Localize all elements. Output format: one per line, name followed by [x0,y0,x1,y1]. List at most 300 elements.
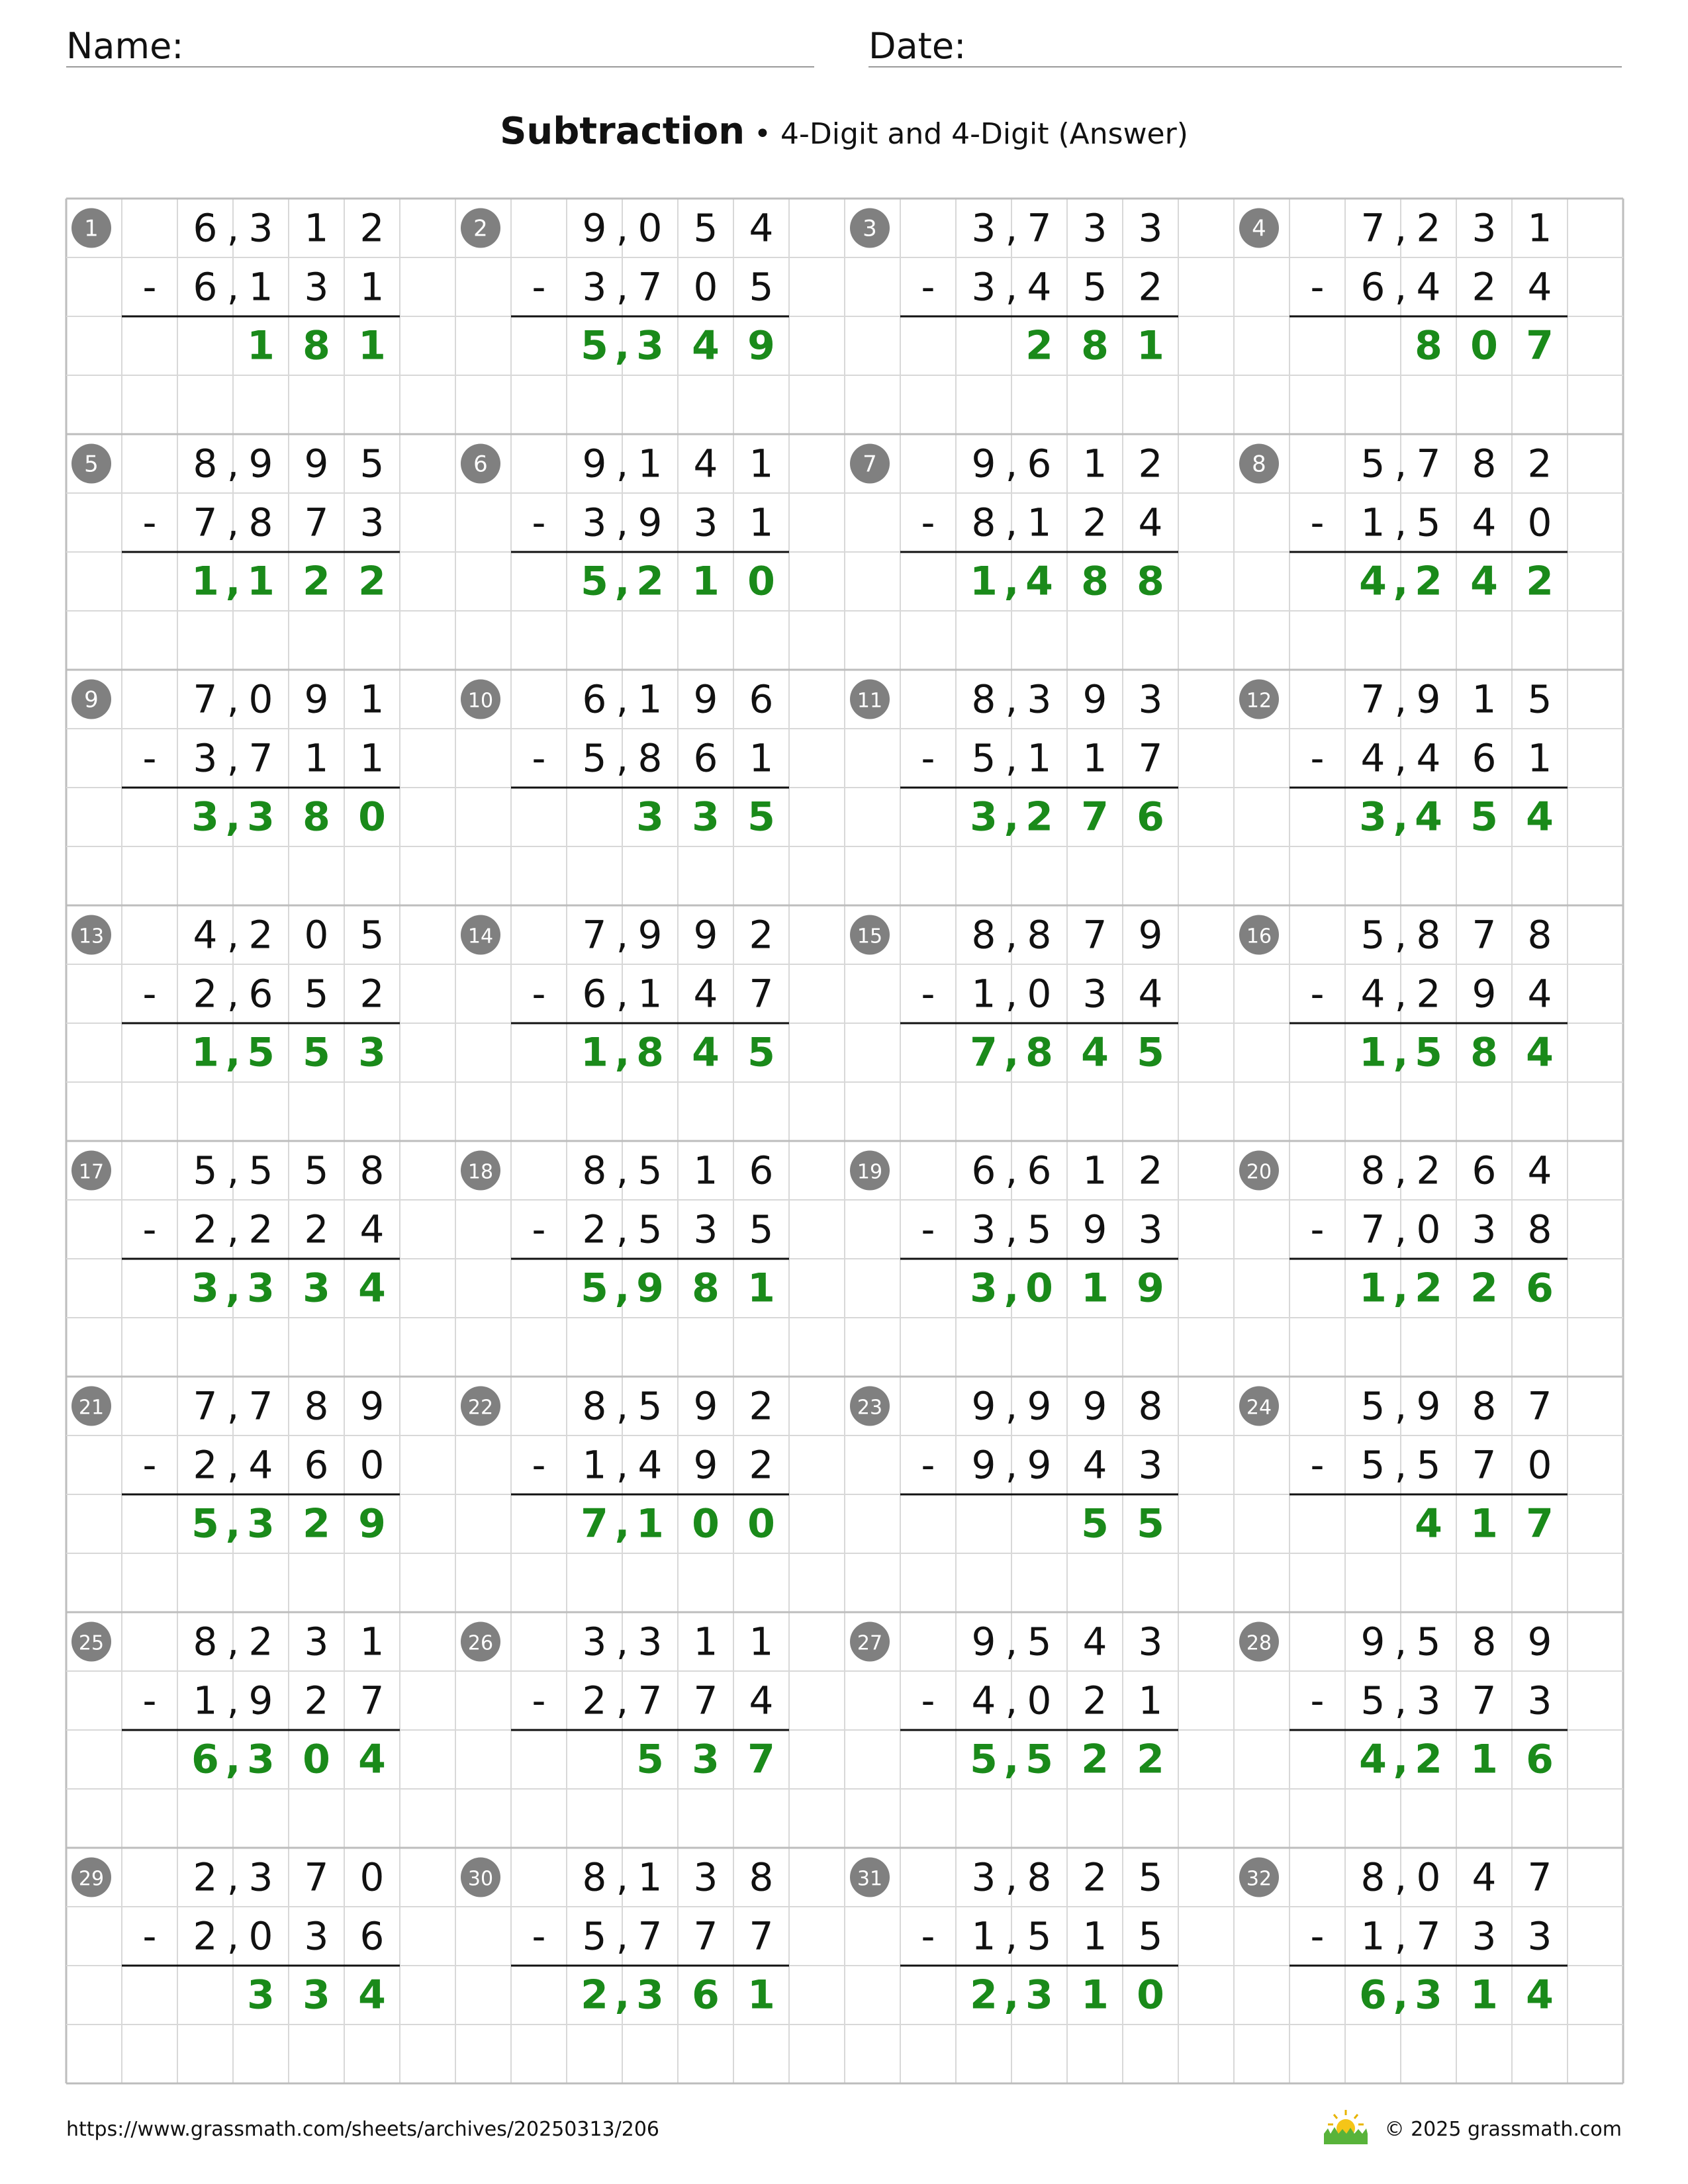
minuend-digit: 5 [304,1148,329,1193]
minus-sign: - [921,264,935,310]
answer-digit: 8 [1137,558,1164,605]
minuend-digit: 1 [359,1619,385,1664]
subtrahend-digit-comma: , [1005,1206,1018,1252]
subtrahend-digit: 3 [193,735,218,781]
answer-digit: 4 [1025,558,1053,605]
minuend-digit-comma: , [1005,912,1018,958]
problem-10 [461,677,789,841]
answer-digit: 1 [1081,1972,1109,2019]
problem-number: 13 [78,925,105,948]
answer-digit: 7 [747,1736,775,1783]
answer-digit-comma: , [225,1265,241,1312]
minus-sign: - [921,735,935,781]
problem-number: 20 [1246,1160,1272,1184]
subtrahend-digit: 2 [248,1206,273,1252]
subtrahend-digit: 2 [749,1442,774,1488]
minuend-digit: 4 [193,912,218,958]
subtrahend-digit: 5 [1082,264,1107,310]
answer-digit: 9 [636,1265,664,1312]
problem-number: 14 [467,925,494,948]
subtrahend-digit: 7 [749,1913,774,1959]
answer-digit: 3 [970,794,998,841]
minuend-digit: 8 [193,441,218,486]
title-subtitle: • 4-Digit and 4-Digit (Answer) [745,117,1188,151]
subtrahend-digit: 7 [193,500,218,545]
subtrahend-digit: 4 [1138,971,1163,1017]
minuend-digit: 6 [749,676,774,722]
minuend-digit: 8 [193,1619,218,1664]
answer-digit: 3 [970,1265,998,1312]
problem-number: 29 [78,1867,105,1891]
minus-sign: - [1310,1913,1325,1959]
minuend-digit: 8 [1027,912,1052,958]
problem-1 [71,206,400,369]
minuend-digit: 5 [359,912,385,958]
answer-digit: 1 [692,558,720,605]
subtrahend-digit-comma: , [616,500,629,545]
answer-digit: 3 [191,794,219,841]
answer-digit: 1 [1081,1265,1109,1312]
minuend-digit: 5 [637,1148,663,1193]
problem-number: 15 [857,925,883,948]
subtrahend-digit: 9 [971,1442,996,1488]
minus-sign: - [532,735,546,781]
subtrahend-digit: 6 [582,971,607,1017]
subtrahend-digit-comma: , [616,264,629,310]
minuend-digit: 1 [1527,205,1552,251]
answer-digit: 5 [1081,1500,1109,1547]
answer-digit: 8 [1415,322,1442,369]
grid-lines [66,199,1623,2083]
minuend-digit-comma: , [226,1148,240,1193]
subtrahend-digit: 4 [1360,971,1385,1017]
minuend-digit-comma: , [1005,441,1018,486]
answer-digit: 3 [247,1500,275,1547]
answer-digit: 4 [1359,1736,1387,1783]
minuend-digit: 2 [1527,441,1552,486]
answer-digit: 1 [358,322,386,369]
answer-digit: 1 [247,558,275,605]
subtrahend-digit-comma: , [1005,971,1018,1017]
minuend-digit: 1 [693,1148,718,1193]
minus-sign: - [142,1913,157,1959]
answer-digit: 0 [1137,1972,1164,2019]
answer-digit: 6 [1137,794,1164,841]
minuend-digit: 9 [1138,912,1163,958]
minus-sign: - [142,500,157,545]
answer-digit-comma: , [1004,794,1019,841]
answer-digit: 3 [1359,794,1387,841]
subtrahend-digit-comma: , [226,1442,240,1488]
minuend-digit-comma: , [1394,1619,1407,1664]
minus-sign: - [142,1442,157,1488]
subtrahend-digit: 7 [637,1913,663,1959]
minuend-digit: 3 [582,1619,607,1664]
subtrahend-digit: 3 [1472,1913,1497,1959]
subtrahend-digit-comma: , [1005,735,1018,781]
minuend-digit: 2 [359,205,385,251]
answer-digit-comma: , [225,558,241,605]
minuend-digit: 6 [971,1148,996,1193]
answer-digit: 2 [1470,1265,1498,1312]
answer-digit: 5 [1025,1736,1053,1783]
subtrahend-digit: 1 [1082,735,1107,781]
subtrahend-digit: 4 [1416,264,1441,310]
answer-digit-comma: , [1004,1265,1019,1312]
minuend-digit: 7 [1082,912,1107,958]
answer-digit: 8 [692,1265,720,1312]
subtrahend-digit: 1 [1138,1678,1163,1723]
subtrahend-digit: 5 [1416,1442,1441,1488]
minuend-digit-comma: , [1394,912,1407,958]
answer-digit: 5 [747,794,775,841]
subtrahend-digit: 3 [693,500,718,545]
answer-digit: 3 [358,1029,386,1076]
answer-digit: 3 [692,794,720,841]
subtrahend-digit: 4 [1360,735,1385,781]
answer-digit: 5 [1137,1500,1164,1547]
answer-digit: 1 [1470,1736,1498,1783]
minus-sign: - [532,1206,546,1252]
minuend-digit: 9 [304,441,329,486]
subtrahend-digit: 0 [1527,1442,1552,1488]
answer-digit: 4 [1526,794,1554,841]
subtrahend-digit: 1 [248,264,273,310]
answer-digit: 3 [1415,1972,1442,2019]
answer-digit: 0 [692,1500,720,1547]
answer-digit: 2 [636,558,664,605]
subtrahend-digit-comma: , [226,264,240,310]
answer-digit: 0 [303,1736,330,1783]
answer-digit: 6 [1359,1972,1387,2019]
minuend-digit: 7 [1360,205,1385,251]
subtrahend-digit: 6 [1360,264,1385,310]
subtrahend-digit: 1 [359,264,385,310]
subtrahend-digit-comma: , [1005,1913,1018,1959]
minus-sign: - [1310,735,1325,781]
subtrahend-digit: 2 [193,1442,218,1488]
minuend-digit: 5 [693,205,718,251]
subtrahend-digit: 1 [1027,500,1052,545]
minuend-digit: 8 [1472,441,1497,486]
answer-digit: 0 [1025,1265,1053,1312]
subtrahend-digit: 0 [1027,1678,1052,1723]
subtrahend-digit-comma: , [616,1678,629,1723]
answer-digit: 4 [1526,1029,1554,1076]
minuend-digit: 1 [637,441,663,486]
minuend-digit: 0 [1416,1854,1441,1900]
answer-digit-comma: , [1393,1736,1409,1783]
answer-digit-comma: , [225,1736,241,1783]
minuend-digit: 7 [193,676,218,722]
subtrahend-digit: 5 [1416,500,1441,545]
minuend-digit-comma: , [1005,1148,1018,1193]
answer-digit: 8 [1081,322,1109,369]
minuend-digit: 7 [1360,676,1385,722]
minuend-digit: 6 [1027,441,1052,486]
minuend-digit: 5 [1360,441,1385,486]
subtrahend-digit: 4 [1472,500,1497,545]
minuend-digit: 5 [637,1383,663,1429]
minuend-digit: 1 [1082,441,1107,486]
answer-digit: 3 [247,1265,275,1312]
subtrahend-digit: 2 [1082,500,1107,545]
minus-sign: - [1310,500,1325,545]
minuend-digit: 3 [971,1854,996,1900]
answer-digit: 9 [1137,1265,1164,1312]
subtrahend-digit: 1 [971,1913,996,1959]
subtrahend-digit: 1 [582,1442,607,1488]
answer-digit: 5 [1137,1029,1164,1076]
subtrahend-digit: 5 [1360,1442,1385,1488]
answer-digit: 8 [1025,1029,1053,1076]
problem-number: 28 [1246,1631,1272,1655]
problem-number: 22 [467,1396,494,1420]
minuend-digit: 8 [1527,912,1552,958]
problem-11 [850,677,1178,841]
minuend-digit: 2 [1416,205,1441,251]
minuend-digit: 8 [1472,1383,1497,1429]
subtrahend-digit-comma: , [226,971,240,1017]
minuend-digit-comma: , [616,1148,629,1193]
problem-18 [461,1148,789,1312]
minuend-digit: 5 [1416,1619,1441,1664]
subtrahend-digit: 7 [1138,735,1163,781]
answer-digit-comma: , [1004,558,1019,605]
minuend-digit: 8 [971,912,996,958]
minuend-digit: 7 [248,1383,273,1429]
subtrahend-digit: 5 [749,1206,774,1252]
subtrahend-digit: 2 [359,971,385,1017]
minus-sign: - [921,1678,935,1723]
subtrahend-digit: 4 [1138,500,1163,545]
answer-digit: 5 [247,1029,275,1076]
answer-digit: 5 [1470,794,1498,841]
subtrahend-digit: 7 [693,1678,718,1723]
answer-digit: 1 [1470,1972,1498,2019]
problem-number: 24 [1246,1396,1272,1420]
subtrahend-digit: 7 [1416,1913,1441,1959]
minus-sign: - [1310,1678,1325,1723]
answer-digit: 8 [303,794,330,841]
answer-digit: 6 [1526,1265,1554,1312]
answer-digit-comma: , [614,322,630,369]
subtrahend-digit: 0 [1416,1206,1441,1252]
minus-sign: - [921,971,935,1017]
minuend-digit: 1 [693,1619,718,1664]
problem-number: 1 [84,215,99,242]
minuend-digit: 5 [1527,676,1552,722]
subtrahend-digit: 5 [971,735,996,781]
answer-digit: 1 [581,1029,608,1076]
answer-digit: 7 [581,1500,608,1547]
subtrahend-digit-comma: , [616,1206,629,1252]
problem-29 [71,1855,400,2019]
subtrahend-digit: 3 [693,1206,718,1252]
minuend-digit-comma: , [1394,1854,1407,1900]
answer-digit: 5 [970,1736,998,1783]
answer-digit: 5 [581,322,608,369]
subtrahend-digit: 2 [193,1913,218,1959]
minuend-digit: 3 [1138,205,1163,251]
answer-digit: 4 [1081,1029,1109,1076]
subtrahend-digit-comma: , [226,1206,240,1252]
problem-number: 10 [467,689,494,713]
answer-digit: 2 [1415,558,1442,605]
minus-sign: - [921,1442,935,1488]
minuend-digit-comma: , [226,1619,240,1664]
minuend-digit: 8 [582,1854,607,1900]
answer-digit-comma: , [1393,1029,1409,1076]
problem-28 [1239,1619,1568,1783]
problem-number: 31 [857,1867,883,1891]
problem-number: 11 [857,689,883,713]
subtrahend-digit: 6 [693,735,718,781]
answer-digit: 4 [1415,1500,1442,1547]
minuend-digit-comma: , [1005,1383,1018,1429]
minuend-digit: 5 [1027,1619,1052,1664]
minuend-digit: 6 [193,205,218,251]
answer-digit-comma: , [1393,558,1409,605]
problem-6 [461,441,789,605]
minuend-digit: 9 [582,441,607,486]
answer-digit-comma: , [614,1029,630,1076]
minuend-digit: 8 [1138,1383,1163,1429]
problem-number: 2 [473,215,488,242]
title-main: Subtraction [500,110,745,153]
minuend-digit: 1 [1472,676,1497,722]
problem-25 [71,1619,400,1783]
minuend-digit: 3 [1138,1619,1163,1664]
answer-digit: 2 [581,1972,608,2019]
subtrahend-digit: 9 [1082,1206,1107,1252]
subtrahend-digit: 5 [1138,1913,1163,1959]
minuend-digit-comma: , [1394,441,1407,486]
minuend-digit: 1 [637,676,663,722]
subtrahend-digit: 9 [693,1442,718,1488]
minus-sign: - [142,1206,157,1252]
subtrahend-digit-comma: , [616,971,629,1017]
subtrahend-digit-comma: , [616,1442,629,1488]
answer-digit: 7 [1526,322,1554,369]
subtrahend-digit-comma: , [1394,971,1407,1017]
subtrahend-digit-comma: , [226,1913,240,1959]
subtrahend-digit-comma: , [226,1678,240,1723]
problem-32 [1239,1855,1568,2019]
subtrahend-digit: 2 [1416,971,1441,1017]
answer-digit-comma: , [614,1500,630,1547]
subtrahend-digit: 1 [193,1678,218,1723]
answer-digit: 5 [636,1736,664,1783]
subtrahend-digit: 8 [637,735,663,781]
minuend-digit: 5 [1138,1854,1163,1900]
answer-digit: 7 [1526,1500,1554,1547]
minuend-digit: 9 [971,1619,996,1664]
answer-digit-comma: , [614,1972,630,2019]
minus-sign: - [532,1913,546,1959]
minuend-digit: 9 [1360,1619,1385,1664]
answer-digit: 9 [747,322,775,369]
minuend-digit-comma: , [1005,205,1018,251]
minuend-digit: 3 [971,205,996,251]
minuend-digit: 1 [304,205,329,251]
minus-sign: - [532,1442,546,1488]
minuend-digit-comma: , [226,1383,240,1429]
problem-15 [850,913,1178,1076]
minuend-digit: 5 [1360,1383,1385,1429]
subtrahend-digit: 2 [193,971,218,1017]
minuend-digit-comma: , [616,441,629,486]
subtrahend-digit: 3 [1416,1678,1441,1723]
problem-number: 4 [1252,215,1266,242]
answer-digit: 0 [747,558,775,605]
subtrahend-digit: 5 [304,971,329,1017]
subtrahend-digit: 1 [971,971,996,1017]
problem-24 [1239,1384,1568,1547]
minuend-digit: 8 [1472,1619,1497,1664]
minuend-digit: 7 [1416,441,1441,486]
problem-number: 18 [467,1160,494,1184]
subtrahend-digit: 7 [1472,1678,1497,1723]
problem-17 [71,1148,400,1312]
subtrahend-digit: 8 [248,500,273,545]
subtrahend-digit: 5 [582,1913,607,1959]
minuend-digit: 9 [1082,1383,1107,1429]
subtrahend-digit: 2 [1138,264,1163,310]
subtrahend-digit: 8 [1527,1206,1552,1252]
answer-digit: 1 [1359,1265,1387,1312]
subtrahend-digit-comma: , [1394,1913,1407,1959]
subtrahend-digit: 3 [1527,1678,1552,1723]
minus-sign: - [532,971,546,1017]
answer-digit-comma: , [614,558,630,605]
subtrahend-digit: 3 [304,1913,329,1959]
subtrahend-digit: 0 [248,1913,273,1959]
subtrahend-digit: 2 [1082,1678,1107,1723]
answer-digit-comma: , [225,794,241,841]
minuend-digit-comma: , [1005,1854,1018,1900]
answer-digit: 3 [191,1265,219,1312]
problem-5 [71,441,400,605]
answer-digit: 2 [1415,1265,1442,1312]
answer-digit: 4 [358,1972,386,2019]
subtrahend-digit: 0 [1527,500,1552,545]
problem-number: 6 [473,451,488,478]
minuend-digit: 8 [1416,912,1441,958]
subtrahend-digit: 4 [1416,735,1441,781]
subtrahend-digit: 7 [1472,1442,1497,1488]
minuend-digit: 9 [971,441,996,486]
subtrahend-digit: 9 [1027,1442,1052,1488]
subtrahend-digit: 1 [1527,735,1552,781]
problem-number: 19 [857,1160,883,1184]
problem-number: 27 [857,1631,883,1655]
subtrahend-digit: 9 [1472,971,1497,1017]
answer-digit: 5 [747,1029,775,1076]
minuend-digit: 6 [1472,1148,1497,1193]
answer-digit: 0 [747,1500,775,1547]
minuend-digit: 9 [971,1383,996,1429]
subtrahend-digit: 5 [582,735,607,781]
minuend-digit-comma: , [616,1854,629,1900]
minuend-digit: 4 [693,441,718,486]
minuend-digit: 9 [1082,676,1107,722]
minus-sign: - [921,1206,935,1252]
answer-digit: 5 [581,558,608,605]
problem-number: 8 [1252,451,1266,478]
sun-over-grass-icon [1323,2109,1369,2144]
date-label: Date: [868,25,966,67]
